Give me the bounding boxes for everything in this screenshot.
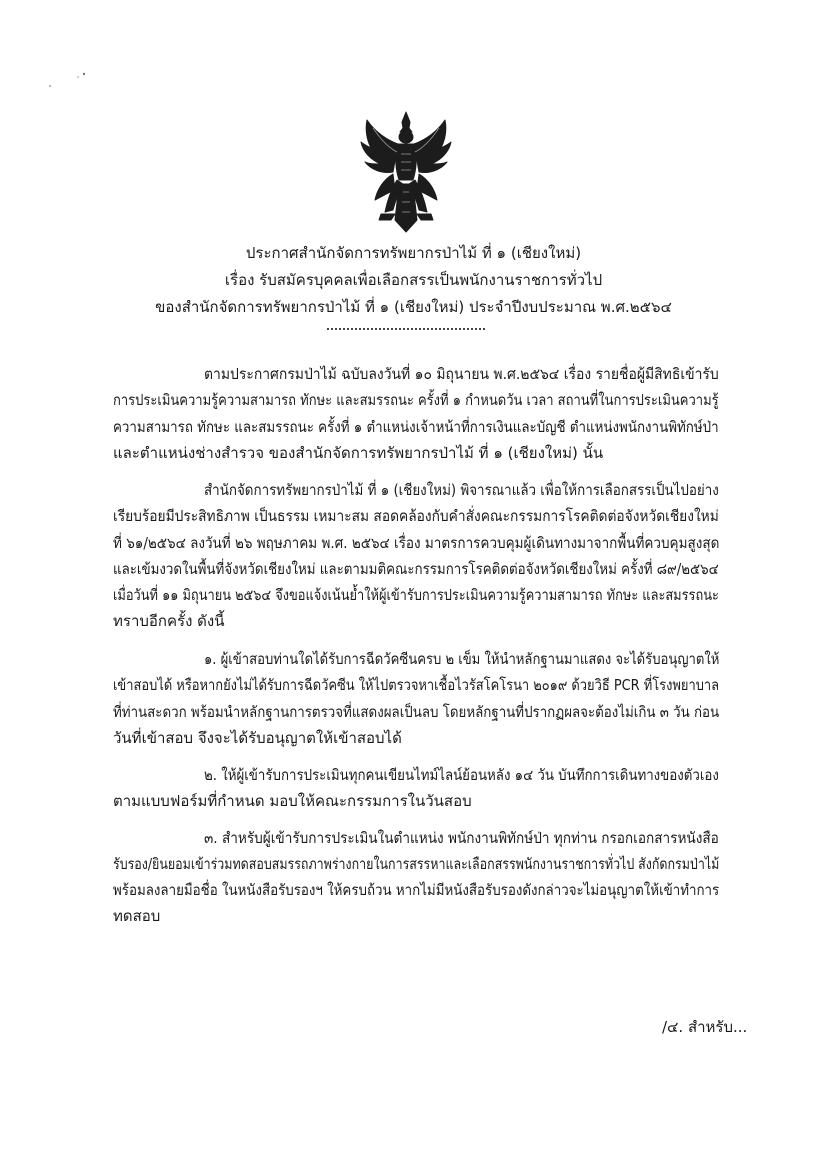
- item-3-line: พร้อมลงลายมือชื่อ ในหนังสือรับรองฯ ให้ครบถ้วน หากไม่มีหนังสือรับรองดังกล่าวจะไม่อนุญาตให้เข้าทำการ: [113, 881, 720, 899]
- dotted-separator: [327, 328, 485, 330]
- paragraph-2-line: สำนักจัดการทรัพยากรป่าไม้ ที่ ๑ (เชียงใหม่) พิจารณาแล้ว เพื่อให้การเลือกสรรเป็นไปอย่าง: [204, 481, 719, 499]
- paragraph-1-line: ตามประกาศกรมป่าไม้ ฉบับลงวันที่ ๑๐ มิถุนายน พ.ศ.๒๕๖๔ เรื่อง รายชื่อผู้มีสิทธิเข้ารับ: [204, 365, 719, 383]
- paragraph-1-line: และตำแหน่งช่างสำรวจ ของสำนักจัดการทรัพยากรป่าไม้ ที่ ๑ (เชียงใหม่) นั้น: [113, 444, 604, 462]
- header-line-1: ประกาศสำนักจัดการทรัพยากรป่าไม้ ที่ ๑ (เชียงใหม่): [245, 244, 582, 262]
- item-2-line: ๒. ให้ผู้เข้ารับการประเมินทุกคนเขียนไทม์ไลน์ย้อนหลัง ๑๔ วัน บันทึกการเดินทางของตัวเอง: [204, 766, 719, 784]
- paragraph-2-line: เรียบร้อยมีประสิทธิภาพ เป็นธรรม เหมาะสม สอดคล้องกับคำสั่งคณะกรรมการโรคติดต่อจังหวัดเชียงใหม่: [113, 507, 719, 525]
- item-1-line: วันที่เข้าสอบ จึงจะได้รับอนุญาตให้เข้าสอบได้: [113, 729, 402, 747]
- item-3-line: ทดสอบ: [113, 907, 161, 925]
- paragraph-2-line: เมื่อวันที่ ๑๑ มิถุนายน ๒๕๖๔ จึงขอแจ้งเน้นย้ำให้ผู้เข้ารับการประเมินความรู้ความสามารถ ทักษะ และสมรรถนะ: [113, 586, 719, 604]
- paragraph-1-line: ความสามารถ ทักษะ และสมรรถนะ ครั้งที่ ๑ ตำแหน่งเจ้าหน้าที่การเงินและบัญชี ตำแหน่งพนักงานพิทักษ์ป่า: [113, 418, 719, 436]
- page-continuation: /๔. สำหรับ...: [662, 1018, 748, 1036]
- item-2-line: ตามแบบฟอร์มที่กำหนด มอบให้คณะกรรมการในวันสอบ: [113, 792, 472, 810]
- scan-specks: [36, 62, 96, 92]
- paragraph-2-line: และเข้มงวดในพื้นที่จังหวัดเชียงใหม่ และตามมติคณะกรรมการโรคติดต่อจังหวัดเชียงใหม่ ครั้งที่ ๘๙/๒๕๖๔: [113, 560, 719, 578]
- header-line-2: เรื่อง รับสมัครบุคคลเพื่อเลือกสรรเป็นพนักงานราชการทั่วไป: [224, 271, 603, 289]
- item-1-line: ๑. ผู้เข้าสอบท่านใดได้รับการฉีดวัคซีนครบ ๒ เข็ม ให้นำหลักฐานมาแสดง จะได้รับอนุญาตให้: [204, 650, 720, 668]
- item-3-line: รับรอง/ยินยอมเข้าร่วมทดสอบสมรรถภาพร่างกายในการสรรหาและเลือกสรรพนักงานราชการทั่วไป สังกัดกรมป่าไม้: [113, 855, 720, 873]
- item-1-line: เข้าสอบได้ หรือหากยังไม่ได้รับการฉีดวัคซีน ให้ไปตรวจหาเชื้อไวรัสโคโรนา ๒๐๑๙ ด้วยวิธี PCR ที่โรงพยาบาล: [113, 676, 720, 694]
- paragraph-2-line: ที่ ๖๑/๒๕๖๔ ลงวันที่ ๒๖ พฤษภาคม พ.ศ. ๒๕๖๔ เรื่อง มาตรการควบคุมผู้เดินทางมาจากพื้นที่ควบคุมสูงสุด: [113, 534, 720, 552]
- paragraph-1-line: การประเมินความรู้ความสามารถ ทักษะ และสมรรถนะ ครั้งที่ ๑ กำหนดวัน เวลา สถานที่ในการประเมินความรู้: [113, 391, 719, 409]
- item-1-line: ที่ท่านสะดวก พร้อมนำหลักฐานการตรวจที่แสดงผลเป็นลบ โดยหลักฐานที่ปรากฏผลจะต้องไม่เกิน ๓ วัน ก่อน: [113, 703, 720, 721]
- header-line-3: ของสำนักจัดการทรัพยากรป่าไม้ ที่ ๑ (เชียงใหม่) ประจำปีงบประมาณ พ.ศ.๒๕๖๔: [155, 298, 672, 316]
- garuda-emblem-icon: [357, 110, 455, 236]
- item-3-line: ๓. สำหรับผู้เข้ารับการประเมินในตำแหน่ง พนักงานพิทักษ์ป่า ทุกท่าน กรอกเอกสารหนังสือ: [204, 829, 719, 847]
- paragraph-2-line: ทราบอีกครั้ง ดังนี้: [113, 612, 225, 630]
